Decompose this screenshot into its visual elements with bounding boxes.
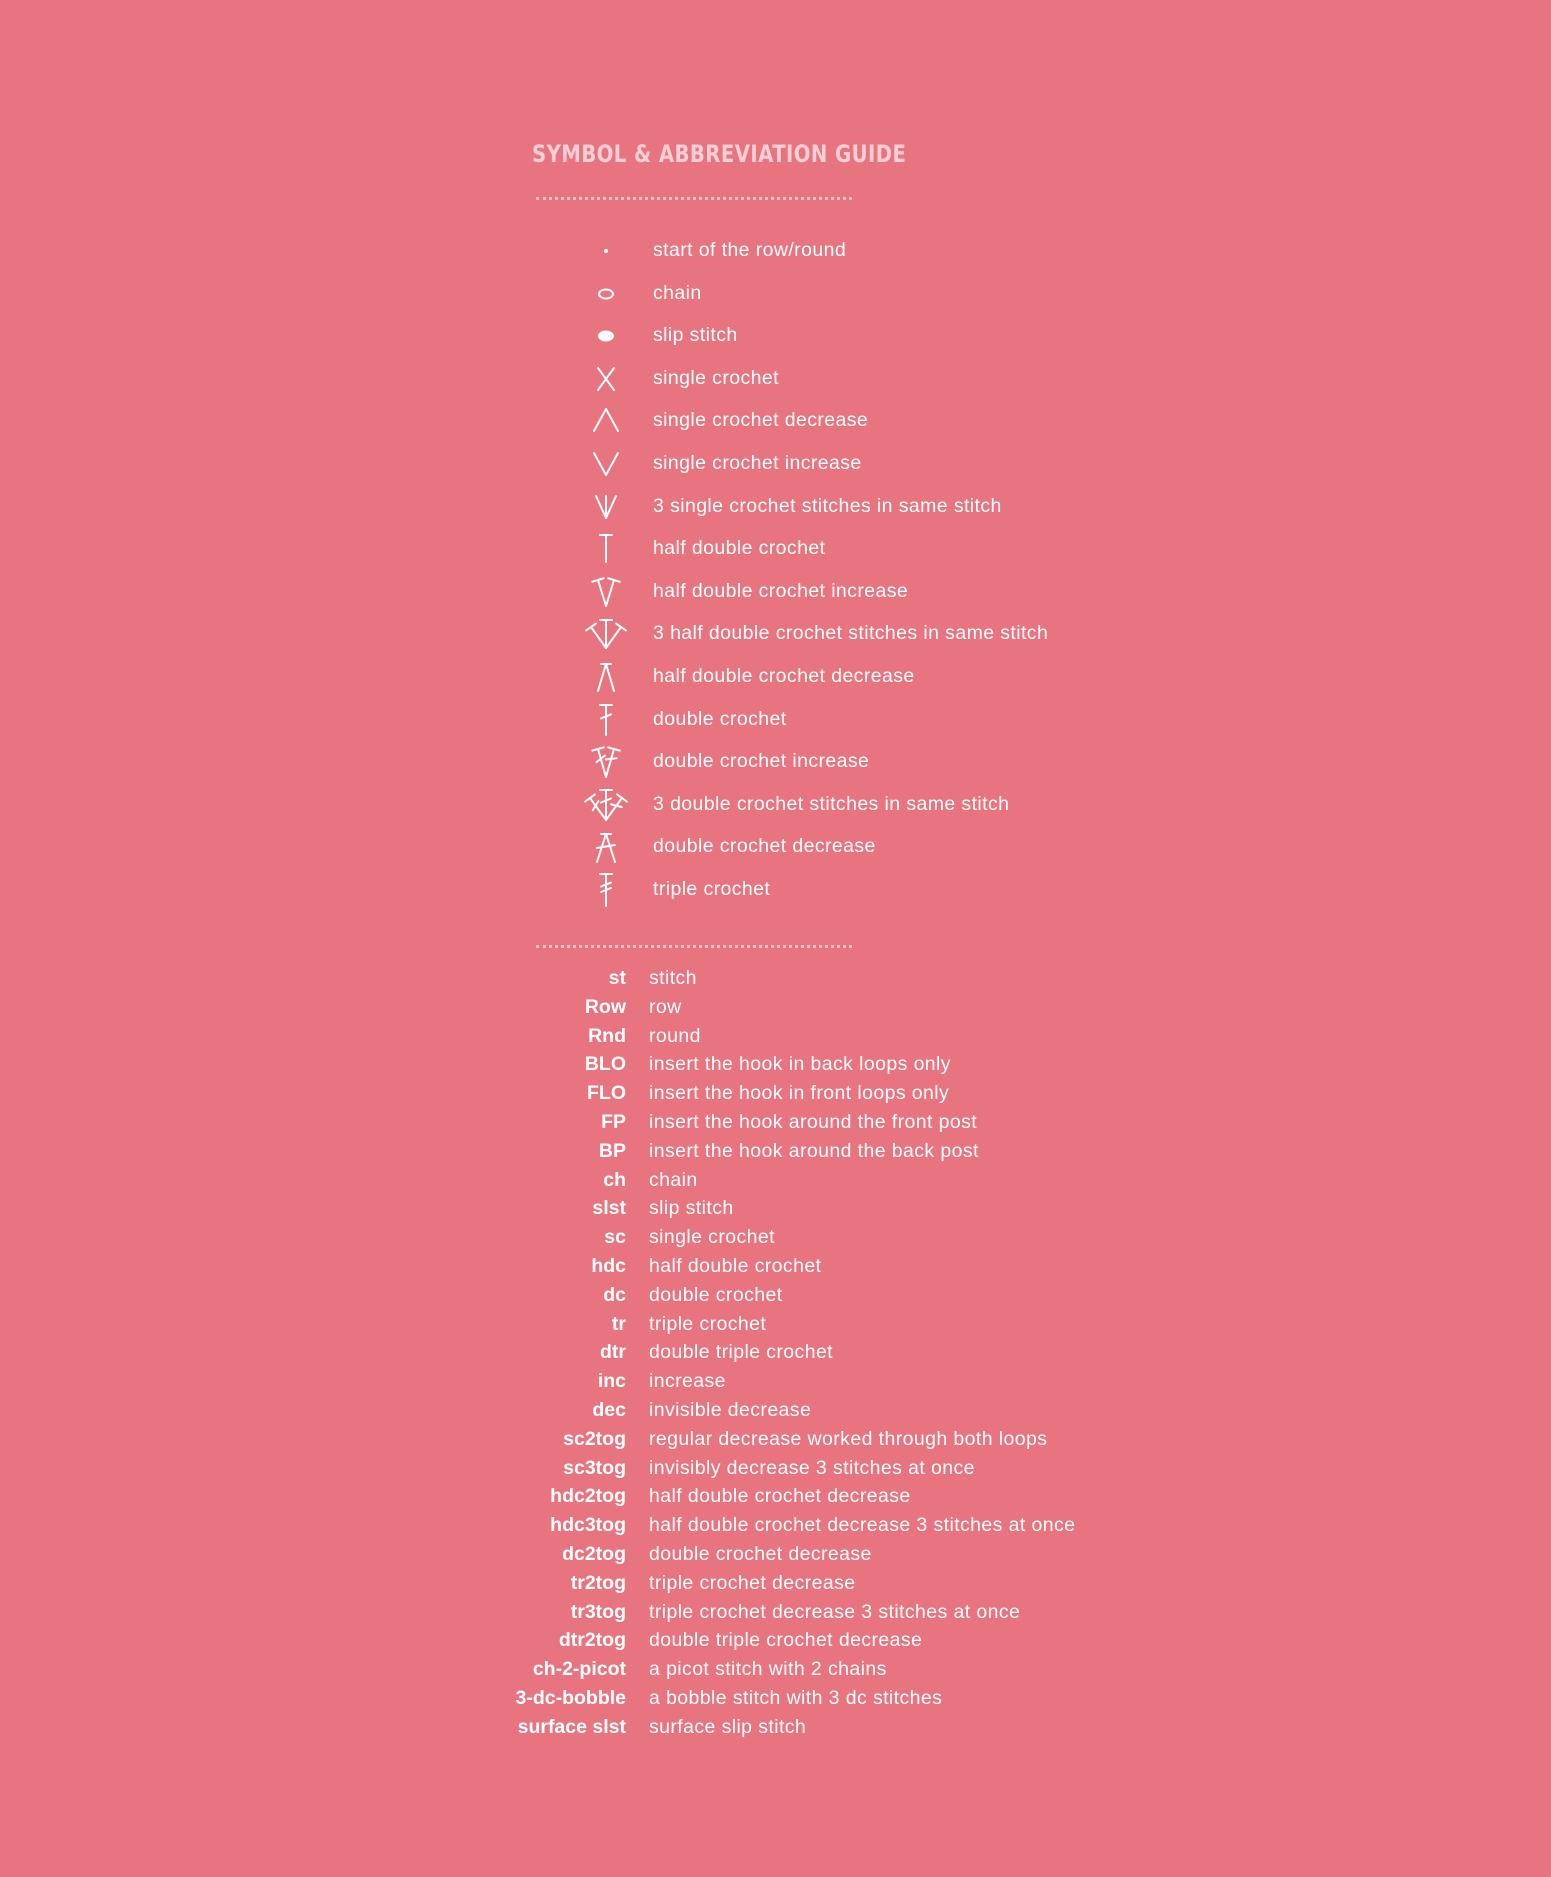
symbol-label: 3 double crochet stitches in same stitch: [653, 792, 1010, 815]
abbreviation-key: hdc3tog: [550, 1514, 626, 1537]
abbreviation-meaning: half double crochet decrease 3 stitches at once: [649, 1514, 1076, 1537]
abbreviation-key: slst: [592, 1197, 626, 1220]
abbreviation-meaning: double triple crochet: [649, 1341, 834, 1364]
abbreviation-row: [0, 1687, 1551, 1716]
abbreviation-meaning: triple crochet: [649, 1312, 767, 1335]
abbreviation-key: hdc: [591, 1255, 626, 1277]
symbol-row: [0, 826, 1551, 869]
symbol-label: single crochet: [653, 366, 779, 389]
triple-t-fan-icon: [572, 613, 640, 655]
abbreviation-meaning: insert the hook in front loops only: [649, 1082, 950, 1105]
double-crossed-t-icon: [572, 869, 640, 911]
abbreviation-key: ch: [603, 1168, 626, 1191]
crossed-t-v-icon: [572, 741, 640, 783]
abbreviation-meaning: stitch: [649, 967, 697, 989]
top-divider: [536, 197, 852, 200]
symbol-label: single crochet increase: [653, 452, 862, 474]
abbreviation-row: [0, 1457, 1551, 1486]
filled-oval-icon: [572, 315, 640, 357]
abbreviation-key: Row: [584, 995, 626, 1018]
abbreviation-key: dec: [592, 1399, 626, 1421]
abbreviation-row: [0, 1169, 1551, 1198]
abbreviation-row: [0, 1313, 1551, 1342]
triple-v-icon: [572, 486, 640, 528]
abbreviation-row: [0, 996, 1551, 1025]
symbol-row: [0, 869, 1551, 912]
symbol-row: [0, 784, 1551, 827]
abbreviation-key: sc: [604, 1226, 626, 1249]
abbreviation-key: inc: [597, 1370, 626, 1393]
abbreviation-key: BP: [598, 1139, 626, 1162]
abbreviation-meaning: regular decrease worked through both loops: [649, 1427, 1048, 1450]
abbreviation-meaning: slip stitch: [649, 1197, 734, 1220]
symbol-row: [0, 528, 1551, 571]
abbreviation-meaning: insert the hook around the back post: [649, 1139, 979, 1162]
x-icon: [572, 358, 640, 400]
abbreviation-row: [0, 1543, 1551, 1572]
symbol-label: half double crochet decrease: [653, 665, 915, 687]
abbreviation-key: dc: [603, 1283, 626, 1306]
abbreviation-row: [0, 1082, 1551, 1111]
symbol-row: [0, 613, 1551, 656]
abbreviation-row: [0, 1428, 1551, 1457]
abbreviation-key: FLO: [587, 1082, 626, 1105]
symbol-row: [0, 358, 1551, 401]
abbreviation-meaning: surface slip stitch: [649, 1715, 807, 1738]
abbreviation-meaning: a bobble stitch with 3 dc stitches: [649, 1687, 943, 1709]
abbreviation-key: hdc2tog: [550, 1485, 626, 1508]
abbreviation-row: [0, 967, 1551, 996]
symbol-row: [0, 273, 1551, 316]
abbreviation-key: sc2tog: [563, 1427, 626, 1450]
abbreviation-key: surface slst: [517, 1715, 626, 1738]
symbol-label: single crochet decrease: [653, 409, 869, 432]
abbreviation-meaning: double crochet: [649, 1283, 783, 1306]
abbreviation-meaning: invisible decrease: [649, 1399, 812, 1421]
crossed-t-fan-icon: [572, 784, 640, 826]
abbreviation-meaning: half double crochet decrease: [649, 1485, 911, 1508]
page-title: SYMBOL & ABBREVIATION GUIDE: [532, 140, 907, 168]
symbol-label: 3 half double crochet stitches in same stitch: [653, 622, 1049, 645]
t-icon: [572, 528, 640, 570]
symbol-label: chain: [653, 281, 702, 304]
abbreviation-key: dtr2tog: [558, 1629, 626, 1652]
abbreviation-meaning: increase: [649, 1370, 726, 1393]
symbol-row: [0, 400, 1551, 443]
abbreviation-meaning: double triple crochet decrease: [649, 1629, 923, 1652]
abbreviation-row: [0, 1140, 1551, 1169]
caret-down-icon: [572, 443, 640, 485]
abbreviation-meaning: insert the hook in back loops only: [649, 1053, 951, 1076]
abbreviation-row: [0, 1197, 1551, 1226]
symbol-label: slip stitch: [653, 324, 738, 347]
symbol-row: [0, 656, 1551, 699]
symbol-row: [0, 315, 1551, 358]
abbreviation-row: [0, 1226, 1551, 1255]
abbreviation-key: st: [608, 967, 626, 989]
abbreviation-row: [0, 1629, 1551, 1658]
symbol-label: 3 single crochet stitches in same stitch: [653, 494, 1002, 517]
symbol-label: double crochet decrease: [653, 835, 876, 858]
abbreviation-meaning: a picot stitch with 2 chains: [649, 1658, 887, 1681]
abbreviation-row: [0, 1658, 1551, 1687]
dot-icon: [572, 230, 640, 272]
abbreviation-row: [0, 1111, 1551, 1140]
symbol-label: double crochet increase: [653, 750, 870, 773]
abbreviation-row: [0, 1025, 1551, 1054]
abbreviation-meaning: invisibly decrease 3 stitches at once: [649, 1456, 975, 1479]
abbreviation-key: dc2tog: [562, 1543, 626, 1565]
symbol-label: half double crochet increase: [653, 579, 909, 602]
symbol-row: [0, 443, 1551, 486]
abbreviation-meaning: triple crochet decrease 3 stitches at once: [649, 1600, 1021, 1623]
abbreviation-meaning: round: [649, 1024, 701, 1047]
double-t-v-icon: [572, 571, 640, 613]
abbreviation-key: ch-2-picot: [532, 1658, 626, 1681]
symbol-row: [0, 230, 1551, 273]
abbreviation-row: [0, 1053, 1551, 1082]
abbreviation-key: tr2tog: [570, 1571, 626, 1594]
symbol-row: [0, 571, 1551, 614]
abbreviation-row: [0, 1514, 1551, 1543]
t-caret-up-icon: [572, 656, 640, 698]
abbreviation-meaning: single crochet: [649, 1226, 775, 1249]
abbreviation-row: [0, 1255, 1551, 1284]
abbreviation-row: [0, 1601, 1551, 1630]
abbreviation-row: [0, 1572, 1551, 1601]
caret-up-icon: [572, 400, 640, 442]
abbreviation-row: [0, 1284, 1551, 1313]
abbreviation-meaning: triple crochet decrease: [649, 1571, 856, 1594]
symbol-label: start of the row/round: [653, 239, 847, 261]
symbol-label: half double crochet: [653, 537, 826, 560]
abbreviation-meaning: half double crochet: [649, 1255, 822, 1277]
abbreviation-meaning: chain: [649, 1168, 698, 1191]
abbreviation-meaning: insert the hook around the front post: [649, 1111, 978, 1133]
symbol-label: triple crochet: [653, 878, 771, 900]
symbol-row: [0, 741, 1551, 784]
abbreviation-key: FP: [601, 1111, 626, 1133]
middle-divider: [536, 945, 852, 948]
symbol-label: double crochet: [653, 707, 787, 730]
abbreviation-key: tr: [611, 1312, 626, 1335]
abbreviation-row: [0, 1399, 1551, 1428]
open-oval-icon: [572, 273, 640, 315]
abbreviation-key: 3-dc-bobble: [515, 1687, 626, 1709]
symbol-row: [0, 486, 1551, 529]
abbreviation-row: [0, 1370, 1551, 1399]
abbreviation-row: [0, 1716, 1551, 1745]
crossed-t-icon: [572, 699, 640, 741]
abbreviation-key: sc3tog: [563, 1456, 626, 1479]
abbreviation-key: tr3tog: [570, 1600, 626, 1623]
abbreviation-meaning: row: [649, 995, 682, 1018]
abbreviation-key: Rnd: [588, 1024, 626, 1047]
abbreviation-key: BLO: [584, 1053, 626, 1076]
abbreviation-key: dtr: [600, 1341, 626, 1364]
abbreviation-row: [0, 1341, 1551, 1370]
abbreviation-row: [0, 1485, 1551, 1514]
crossed-t-caret-up-icon: [572, 826, 640, 868]
symbol-row: [0, 699, 1551, 742]
abbreviation-meaning: double crochet decrease: [649, 1543, 872, 1565]
